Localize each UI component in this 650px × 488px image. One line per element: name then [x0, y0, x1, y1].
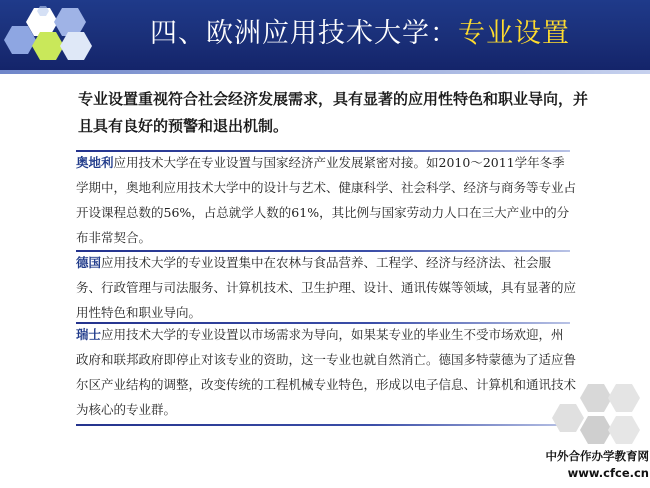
slide-header — [0, 0, 650, 70]
intro-paragraph: 专业设置重视符合社会经济发展需求，具有显著的应用性特色和职业导向，并且具有良好的预警和退出机制。 — [78, 90, 589, 135]
watermark-url: www.cfce.cn — [567, 466, 649, 480]
section-label: 奥地利 — [76, 155, 114, 170]
section-text: 应用技术大学在专业设置与国家经济产业发展紧密对接。如2010～2011学年冬季学期中，奥地利应用技术大学中的设计与艺术、健康科学、社会科学、经济与商务等专业占开设课程总数的56%，占总就学人数的61%，其比例与国家劳动力人口在三大产业中的分布非常契合。 — [76, 155, 577, 245]
page-title — [150, 12, 570, 56]
section-text: 应用技术大学的专业设置以市场需求为导向，如果某专业的毕业生不受市场欢迎，州政府和联邦政府即停止对该专业的资助，这一专业也就自然消亡。德国多特蒙德为了适应鲁尔区产业结构的调整，改变传统的工程机械专业特色，形成以电子信息、计算机和通讯技术为核心的专业群。 — [76, 327, 577, 417]
watermark-title: 中外合作办学教育网 — [545, 449, 649, 463]
section-austria — [76, 150, 576, 250]
header-underline — [0, 70, 650, 74]
hexagon-cluster-icon — [4, 2, 114, 70]
title-accent: 专业设置 — [458, 18, 570, 49]
section-label: 瑞士 — [76, 327, 102, 342]
section-switzerland — [76, 322, 576, 422]
section-germany — [76, 250, 576, 325]
title-prefix: 四、欧洲应用技术大学： — [150, 18, 458, 49]
section-text: 应用技术大学的专业设置集中在农林与食品营养、工程学、经济与经济法、社会服务、行政管理与司法服务、计算机技术、卫生护理、设计、通讯传媒等领域，具有显著的应用性特色和职业导向。 — [76, 255, 577, 320]
section-divider — [76, 424, 570, 426]
section-label: 德国 — [76, 255, 102, 270]
site-watermark — [507, 448, 649, 482]
